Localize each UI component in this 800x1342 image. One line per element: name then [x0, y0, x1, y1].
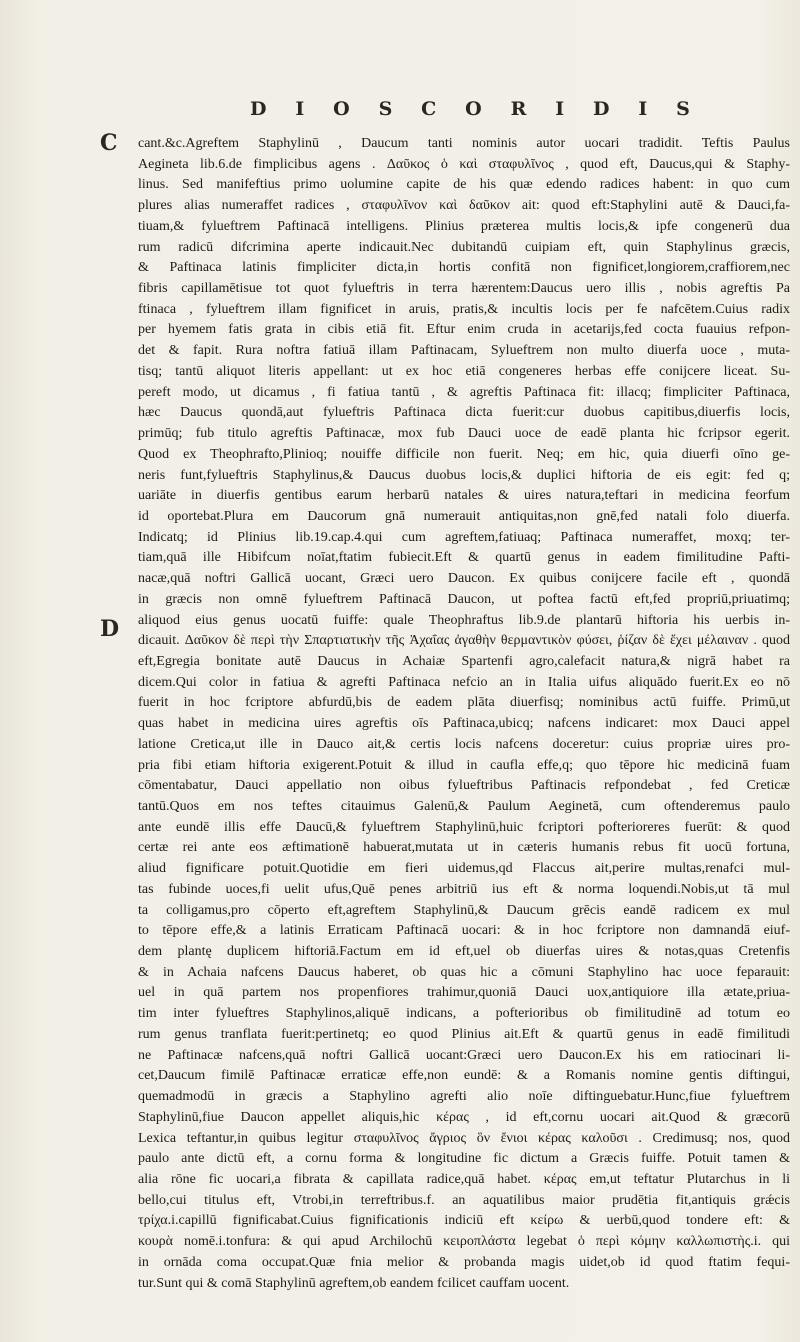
header-letter: O — [465, 98, 482, 120]
text-line: fibris capillamētisue tot quot fylueftris in terra hærentem:Daucus uero illis , nobis agreftis Pa — [138, 281, 790, 297]
header-letter: S — [676, 98, 690, 120]
header-letter: S — [378, 98, 393, 120]
text-line: certæ rei ante eos æftimationē habuerat,mutata ut in cæteris humanis rebus fit uocū fortuna, — [138, 840, 790, 856]
text-line: & in Achaia nafcens Daucus haberet, ob quas hic a cōmuni Staphylino hac uoce feparauit: — [138, 964, 790, 980]
header-letter: I — [638, 98, 648, 120]
section-marker-c: C — [100, 130, 118, 156]
text-line: dicem.Qui color in fatiua & agrefti Paftinaca nefcio an in Italia uifus aliquādo fuerit.Ex eo nō — [138, 674, 790, 690]
header-letter: I — [295, 98, 305, 120]
text-line: aliud fignificare potuit.Quotidie em fieri uidemus,qd Flaccus ait,perire multas,renafci mul- — [138, 861, 790, 877]
text-line: in græcis non omnē fylueftrem Paftinacā Daucon, ut poftea factū eft,fed propriū,priuatimq; — [138, 591, 790, 607]
text-line: Lexica teftantur,in quibus legitur σταφυλῖνος ἄγριος ὃν ἔνιοι κέρας καλοῦσι . Credimusq; nos, quod — [138, 1130, 790, 1146]
header-letter: D — [593, 98, 610, 120]
text-line: Quod ex Theophrafto,Plinioq; nouiffe difficile non fuerit. Neq; em hic, quia diuerfi oīno ge- — [138, 446, 790, 462]
text-line: dem plantę duplicem hiftoriā.Factum em id eft,uel ob diuerfas uires & notas,quas Cretenfis — [138, 944, 790, 960]
text-line: tisq; tantū aliquot literis appellant: ut ex hoc etiā congeneres herbas effe conijcere liceat. Su- — [138, 363, 790, 379]
text-line: cōmentabatur, Dauci appellatio non oibus fylueftribus Paftinacis refpondebat , fed Creticæ — [138, 778, 790, 794]
text-line: plures alias numeraffet radices , σταφυλῖνον καὶ δαῦκον ait: quod eft:Staphylini autē & Dauci,fa- — [138, 198, 790, 214]
text-line: tas fubinde uoces,fi uelit ufus,Quē penes arbitriū ius eft & norma loquendi.Nobis,ut tā mul — [138, 881, 790, 897]
text-line: eft,Egregia bonitate autē Daucus in Achaiæ Spartenfi agro,calefacit natura,& nigrā habet ra — [138, 653, 790, 669]
text-line: quemadmodū in græcis a Staphylino agrefti alio noīe diftinguebatur.Hunc,fiue fylueftrem — [138, 1089, 790, 1105]
text-line: to tēpore effe,& a latinis Erraticam Paftinacā uocari: & in hoc fcriptore non damnandā eiuf- — [138, 923, 790, 939]
header-letter: C — [421, 98, 437, 120]
text-line: cet,Daucum fimilē Paftinacæ erraticæ effe,non eundē: & a Romanis nomine gentis diftingui, — [138, 1068, 790, 1084]
text-line: in ornāda coma occupat.Quæ fnia melior & probanda magis uidet,ob id quod ftatim fequi- — [138, 1254, 790, 1270]
running-header — [250, 94, 690, 124]
text-line: Indicatq; id Plinius lib.19.cap.4.qui cum agreftem,fatiuaq; Paftinaca numeraffet, moxq; ter- — [138, 529, 790, 545]
text-line: & Paftinaca latinis fimpliciter dicta,in hortis confitā non fignificet,longiorem,craffiorem,nec — [138, 260, 790, 276]
text-line: ante eundē illis effe Daucū,& fylueftrem Staphylinū,huic fcriptori pofterioreres fuerūt: & quod — [138, 819, 790, 835]
text-line: rum genus tranflata fuerit:pertinetq; eo quod Plinius ait.Eft & quartū genus in eadē fimilitudi — [138, 1026, 790, 1042]
header-letter: O — [333, 98, 350, 120]
text-line: ne Paftinacæ nafcens,quā noftri Gallicā uocant:Græci uero Daucon.Ex his em ratiocinari li- — [138, 1047, 790, 1063]
text-line: Aegineta lib.6.de fimplicibus agens . Δαῦκος ὁ καὶ σταφυλῖνος , quod eft, Daucus,qui & Staphy- — [138, 156, 790, 172]
text-line: ta colligamus,pro cōperto eft,agreftem Staphylinū,& Daucum grēcis eandē radicem ex mul — [138, 902, 790, 918]
text-line: paulo ante dictū eft, a cornu forma & longitudine fic dictum a Græcis fuiffe. Potuit tamen & — [138, 1151, 790, 1167]
text-line: tiuam,& fylueftrem Paftinacā intelligens. Plinius præterea multis locis,& ipfe congenerū dua — [138, 218, 790, 234]
header-letter: I — [555, 98, 565, 120]
text-line: rum radicū difcrimina aperte indicauit.Nec dubitandū cuipiam eft, quin Staphylinus græcis, — [138, 239, 790, 255]
text-line: bello,cui titulus eft, Vtrobi,in terreftribus.f. an aquatilibus maior prudētia fit,antiquis grǽcis — [138, 1192, 790, 1208]
text-line: dicauit. Δαῦκον δὲ περὶ τὴν Σπαρτιατικὴν τῆς Ἀχαΐας ἀγαθὴν θερμαντικὸν φύσει, ῥίζαν δὲ ἔχει μέλαιναν . quod — [138, 633, 790, 649]
text-line: nacæ,quā noftri Gallicā uocant, Græci uero Daucon. Ex quibus conijcere facile eft , quondā — [138, 571, 790, 587]
text-line: latione Cretica,ut ille in Dauco ait,& certis locis nafcens doceretur: cuius propriæ uires pro- — [138, 736, 790, 752]
body-text — [138, 134, 790, 1294]
text-line: linus. Sed manifeftius primo uolumine capite de his quæ edendo radices habent: in quo cum — [138, 177, 790, 193]
text-line: tantū.Quos em nos teftes citauimus Galenū,& Paulum Aeginetā, cum oftenderemus paulo — [138, 799, 790, 814]
text-line: κουρὰ nomē.i.tonfura: & qui apud Archilochū κειροπλάστα legebat ὁ περὶ κόμην καλλωπιστὴς.i. qui — [138, 1234, 790, 1250]
text-line: cant.&c.Agreftem Staphylinū , Daucum tanti nominis autor uocari tradidit. Teftis Paulus — [138, 136, 790, 151]
header-letter: D — [250, 98, 267, 120]
text-line: fuerit in hoc fcriptore abfurdū,bis de eadem plāta diuerfisq; nominibus actū fuiffe. Primū,ut — [138, 695, 790, 711]
text-line: ftinaca , fylueftrem illam fignificet in aruis, pratis,& incultis locis per fe nafcētem.Cuius radix — [138, 301, 790, 317]
text-line: tim inter fylueftres Staphylinos,aliquē indicans, a pofterioribus ob fimilitudinē ad totum eo — [138, 1006, 790, 1022]
text-line: alia rōne fic uocari,a fibrata & capillata radice,quā habet. κέρας em,ut teftatur Plutarchus in li — [138, 1171, 790, 1187]
text-line: τρίχα.i.capillū fignificabat.Cuius fignificationis indiciū eft κείρω & uerbū,quod tondere eft: & — [138, 1213, 790, 1229]
text-line: aliquod eius genus uocatū fuiffe: quale Theophraftus lib.9.de plantarū hiftoria his uerbis in- — [138, 612, 790, 628]
text-line: per hyemem fatis grata in cibis etiā fit. Eftur enim cruda in acetarijs,fed cocta fuauius refpon- — [138, 322, 790, 338]
text-line: tiam,quā ille Hibifcum noīat,ftatim fubiecit.Eft & quartū genus in eadem fimilitudine Pafti- — [138, 550, 790, 566]
text-line: uel in quā partem nos propenfiores trahimur,quoniā Dauci uox,antiquiore illa ætate,priua- — [138, 985, 790, 1001]
text-line: pereft modo, ut dicamus , fi fatiua tantū , & agreftis Paftinaca fit: illacq; fimpliciter Paftinaca, — [138, 384, 790, 400]
text-line: tur.Sunt qui & comā Staphylinū agreftem,ob eandem fcilicet cauffam uocent. — [138, 1275, 570, 1291]
text-line: id oportebat.Plura em Daucorum gnā numerauit antiquitas,non gnē,fed natali folo diuerfa. — [138, 508, 790, 524]
text-line: Staphylinū,fiue Daucon appellet aliquis,hic κέρας , id eft,cornu uocari ait.Quod & græcorū — [138, 1109, 790, 1125]
text-line: primūq; fub titulo agreftis Paftinacæ, mox fub Dauci uoce de eadē planta hic fcripsor egerit. — [138, 426, 790, 442]
text-line: pria fibi etiam hiftoria exigerent.Potuit & illud in caufla effe,q; quo tēpore hic medicinā fuam — [138, 757, 790, 773]
section-marker-d: D — [100, 616, 120, 642]
text-line: quas habet in medicina uires agreftis oīs Paftinaca,ubicq; nafcens indicaret: mox Dauci appel — [138, 716, 790, 732]
text-line: hæc Daucus quondā,aut fylueftris Paftinaca dicta fuerit:cur duobus capitibus,diuerfis locis, — [138, 405, 790, 421]
header-letter: R — [510, 98, 527, 120]
text-line: det & fapit. Rura noftra fatiuā illam Paftinacam, Sylueftrem non multo diuerfa uoce , muta- — [138, 343, 790, 359]
text-line: neris funt,fylueftris Staphylinus,& Daucus duobus locis,& duplici hiftoria de eis egit: fed q; — [138, 467, 790, 483]
text-line: uariāte in diuerfis gentibus earum herbarū natales & uires natura,teftari in medicina feorfum — [138, 488, 790, 504]
